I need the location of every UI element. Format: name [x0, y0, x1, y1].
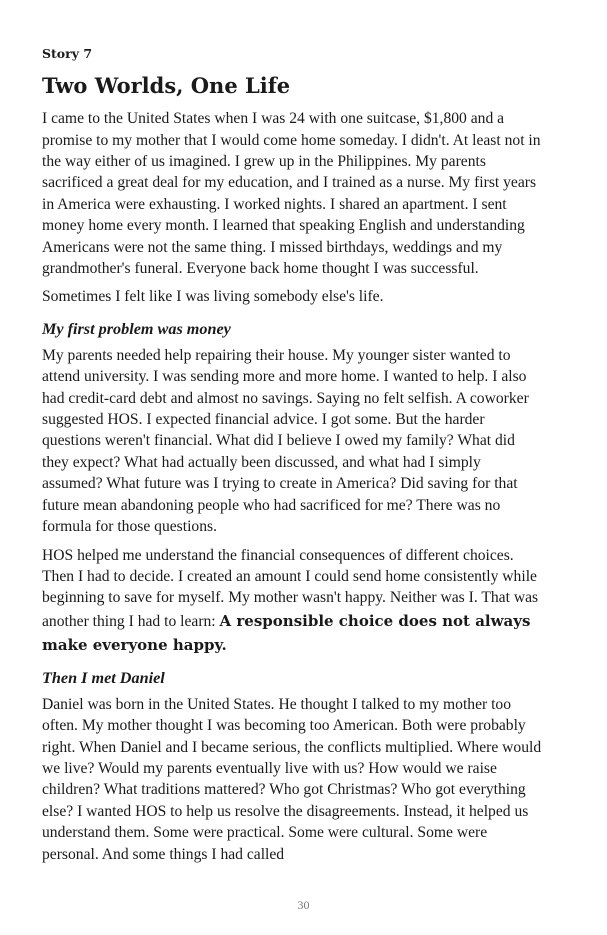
story-label: Story 7: [42, 46, 93, 61]
subheading-daniel: Then I met Daniel: [42, 668, 165, 687]
paragraph-hos-text: HOS helped me understand the financial consequences of different choices. Then I had to decide. I created an amount I could send home consistently while beginning to save for myself. My mother wasn't happy. Neither was I. That was another thing I had to learn:: [42, 546, 539, 630]
document-page: [42, 36, 542, 872]
story-title: Two Worlds, One Life: [42, 73, 291, 98]
subheading-money: My first problem was money: [42, 319, 231, 338]
paragraph-hos-consequences: [42, 545, 542, 657]
paragraph-intro: I came to the United States when I was 24 with one suitcase, $1,800 and a promise to my mother that I would come home someday. I didn't. At least not in the way either of us imagined. I grew up in the Philippines. My parents sacrificed a great deal for my education, and I trained as a nurse. My first years in America were exhausting. I worked nights. I shared an apartment. I sent money home every month. I learned that speaking English and understanding Americans were not the same thing. I missed birthdays, weddings and my grandmother's funeral. Everyone back home thought I was successful.: [42, 110, 541, 278]
paragraph-somebody-else: Sometimes I felt like I was living somebody else's life.: [42, 288, 384, 306]
paragraph-daniel: Daniel was born in the United States. He thought I talked to my mother too often. My mother thought I was becoming too American. Both were probably right. When Daniel and I became serious, the conflicts multiplied. Where would we live? Would my parents eventually live with us? How would we raise children? What traditions mattered? Who got Christmas? Who got everything else? I wanted HOS to help us resolve the disagreements. Instead, it helped us understand them. Some were practical. Some were cultural. Some were personal. And some things I had called: [42, 695, 542, 863]
paragraph-money: My parents needed help repairing their house. My younger sister wanted to attend university. I was sending more and more home. I wanted to help. I also had credit-card debt and almost no savings. Saying no felt selfish. A coworker suggested HOS. I expected financial advice. I got some. But the harder questions weren't financial. What did I believe I owed my family? What did they expect? What had actually been discussed, and what had I simply assumed? What future was I trying to create in America? Did saving for that future mean abandoning people who had sacrificed for me? There was no formula for those questions.: [42, 346, 529, 536]
page-number: 30: [297, 898, 310, 912]
emphasis-responsible-choice: A responsible choice does not always make everyone happy.: [42, 611, 531, 654]
